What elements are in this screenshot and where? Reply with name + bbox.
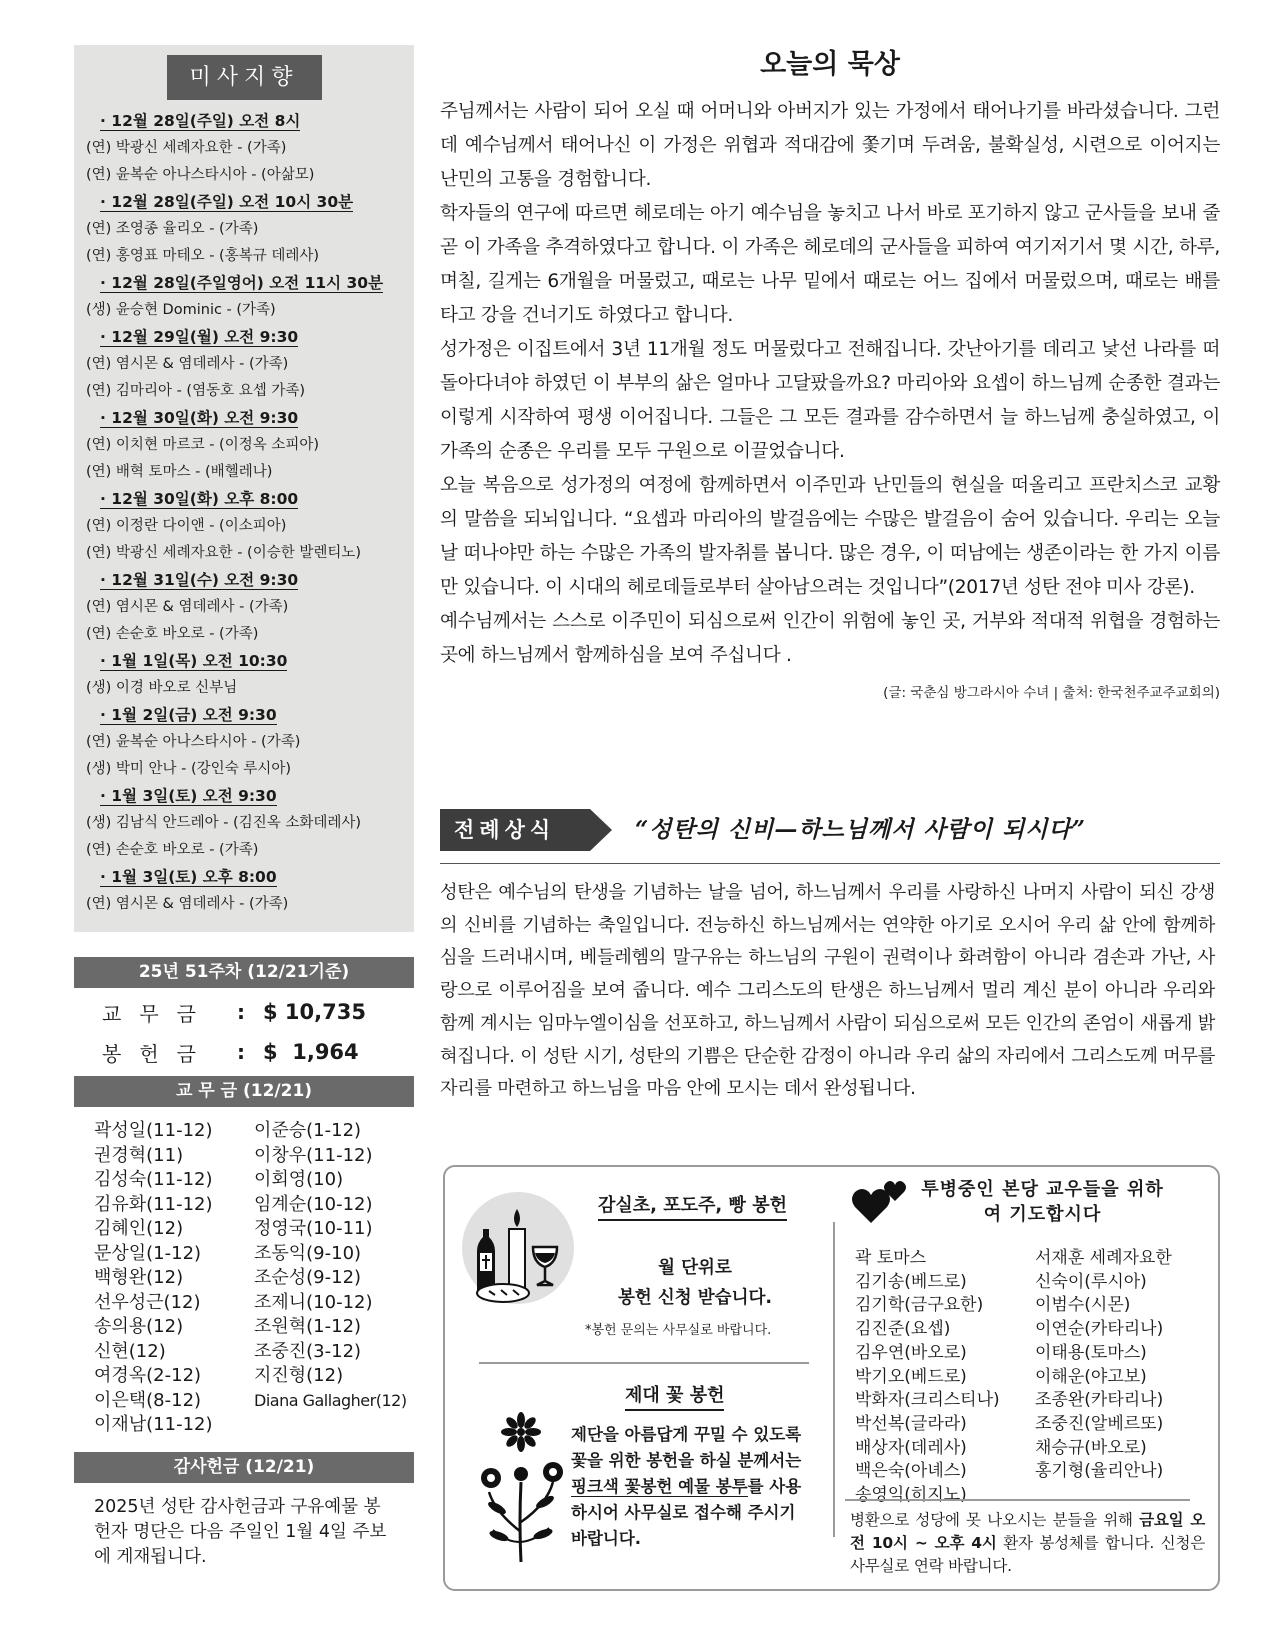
meditation-paragraph: 성가정은 이집트에서 3년 11개월 정도 머물렀다고 전해집니다. 갓난아기를 데리고 낯선 나라를 떠돌아다녀야 하였던 이 부부의 삶은 얼마나 고달팠을까요? 마리아와 요셉이 하느님께 순종한 결과는 이렇게 시작하여 평생 이어집니다. 그들은 그 모든 결과를 감수하면서 늘 하느님께 충실하였고, 이 가족의 순종은 우리를 모두 구원으로 이끌었습니다. xyxy=(440,339,1220,462)
liturgy-header xyxy=(440,809,1215,851)
dues-list-col-1 xyxy=(94,1119,254,1452)
dues-donor: 이준승(1-12) xyxy=(254,1120,362,1141)
mass-date-label: · 12월 28일(주일) 오전 8시 xyxy=(100,112,301,130)
dues-list xyxy=(74,1107,414,1452)
mass-date xyxy=(86,567,402,594)
dues-donor: 여경옥(2-12) xyxy=(94,1365,202,1386)
thanks-header: 감사헌금 (12/21) xyxy=(74,1452,414,1483)
tab-arrow-icon xyxy=(590,809,612,851)
communion-note xyxy=(850,1509,1205,1578)
dues-donor: 김성숙(11-12) xyxy=(94,1169,213,1190)
prayer-name: 박기오(베드로) xyxy=(855,1366,967,1387)
flower-text-part-c: 를 사용하시어 사무실로 접수해 주시기 바랍니다. xyxy=(571,1477,802,1548)
meditation-source: (글: 국춘심 방그라시아 수녀 | 출처: 한국천주교주교회의) xyxy=(883,685,1220,701)
dues-amount: $ 10,735 xyxy=(263,1000,366,1024)
dues-donor: 권경혁(11) xyxy=(94,1144,184,1166)
liturgy-title: “성탄의 신비—하느님께서 사람이 되시다” xyxy=(635,816,1086,843)
mass-intention-name: (연) 박광신 세례자요한 - (이승한 발렌티노) xyxy=(86,545,362,561)
prayer-list-col-1 xyxy=(855,1247,1035,1508)
prayer-name: 조중진(알베르또) xyxy=(1035,1413,1164,1434)
mass-date xyxy=(86,405,402,432)
left-column xyxy=(74,45,414,1570)
mass-intention-name: (연) 이정란 다이앤 - (이소피아) xyxy=(86,518,287,534)
mass-intention-name: (연) 윤복순 아나스타시아 - (가족) xyxy=(86,734,301,750)
offering-box xyxy=(443,1165,1220,1591)
dues-donor: 정영국(10-11) xyxy=(254,1218,373,1239)
offering-colon: : xyxy=(237,1040,245,1064)
dues-donor: 김유화(11-12) xyxy=(94,1193,213,1215)
flower-text-part-a: 제단을 아름답게 꾸밀 수 있도록 꽃을 위한 봉헌을 하실 분께서는 xyxy=(571,1425,802,1470)
meditation-paragraph: 오늘 복음으로 성가정의 여정에 함께하면서 이주민과 난민들의 현실을 떠올리고 프란치스코 교황의 말씀을 되뇌입니다. “요셉과 마리아의 발걸음에는 수많은 발걸음이 숨어 있습니다. 우리는 오늘날 떠나야만 하는 수많은 가족의 발자취를 봅니다. 많은 경우, 이 떠남에는 생존이라는 한 가지 이름만 있습니다. 이 시대의 헤로데들로부터 살아남으려는 것입니다”(2017년 성탄 전야 미사 강론). xyxy=(440,475,1220,598)
mass-intention-name: (연) 염시몬 & 염데레사 - (가족) xyxy=(86,896,289,912)
offering-row xyxy=(102,1032,414,1072)
prayer-name: 백은숙(아녜스) xyxy=(855,1461,967,1482)
candle-wine-bread-icon xyxy=(459,1189,577,1307)
dues-donor: 지진형(12) xyxy=(254,1365,344,1386)
mass-date xyxy=(86,324,402,351)
prayer-name: 이범수(시몬) xyxy=(1035,1295,1131,1316)
candle-offering-line1: 월 단위로 xyxy=(658,1258,732,1278)
candle-offering-line2: 봉헌 신청 받습니다. xyxy=(617,1288,773,1308)
hearts-icon xyxy=(851,1177,911,1225)
mass-intention-name: (연) 배혁 토마스 - (배헬레나) xyxy=(86,464,273,480)
prayer-name: 박화자(크리스티나) xyxy=(855,1390,1000,1411)
dues-donor: 조원혁(1-12) xyxy=(254,1316,362,1337)
dues-donor: 조제니(10-12) xyxy=(254,1291,373,1313)
mass-intention-name: (연) 홍영표 마테오 - (홍복규 데레사) xyxy=(86,248,319,264)
dues-donor: 신현(12) xyxy=(94,1340,166,1362)
mass-intention-name: (생) 이경 바오로 신부님 xyxy=(86,680,238,696)
prayer-name: 채승규(바오로) xyxy=(1035,1437,1147,1458)
mass-intention-name: (연) 윤복순 아나스타시아 - (아삶모) xyxy=(86,167,315,183)
divider xyxy=(440,863,1220,864)
liturgy-tab: 전례상식 xyxy=(440,809,590,851)
offering-label: 봉헌금 xyxy=(102,1041,214,1066)
dues-donor: 임계순(10-12) xyxy=(254,1193,373,1215)
flower-offering-text xyxy=(571,1422,806,1552)
mass-date xyxy=(86,189,402,216)
mass-date-label: · 1월 3일(토) 오후 8:00 xyxy=(100,868,277,886)
dues-donor: 송의용(12) xyxy=(94,1316,184,1337)
thanks-text: 2025년 성탄 감사헌금과 구유예물 봉헌자 명단은 다음 주일인 1월 4일 주보에 게재됩니다. xyxy=(94,1497,387,1567)
divider xyxy=(845,1499,1190,1501)
mass-intention-name: (연) 염시몬 & 염데레사 - (가족) xyxy=(86,599,289,615)
mass-date xyxy=(86,864,402,891)
dues-label: 교무금 xyxy=(102,1001,214,1026)
mass-date xyxy=(86,702,402,729)
mass-date-label: · 12월 29일(월) 오전 9:30 xyxy=(100,328,299,346)
mass-intention-name: (생) 김남식 안드레아 - (김진옥 소화데레사) xyxy=(86,815,362,831)
mass-intention-name: (생) 윤승현 Dominic - (가족) xyxy=(86,302,276,318)
mass-date xyxy=(86,783,402,810)
dues-donor: 백형완(12) xyxy=(94,1267,184,1288)
dues-donor: 선우성근(12) xyxy=(94,1291,201,1313)
mass-intention-name: (연) 손순호 바오로 - (가족) xyxy=(86,842,259,858)
prayer-name: 서재훈 세례자요한 xyxy=(1035,1248,1172,1268)
mass-intentions-title: 미사지향 xyxy=(167,55,322,100)
mass-date xyxy=(86,648,402,675)
weekly-finance xyxy=(74,988,414,1076)
dues-list-col-2 xyxy=(254,1119,414,1452)
communion-note-c: 환자 봉성체를 합니다. 신청은 사무실로 연락 바랍니다. xyxy=(850,1534,1205,1575)
mass-intentions-panel xyxy=(74,45,414,932)
prayer-name: 배상자(데레사) xyxy=(855,1437,967,1458)
prayer-name: 김우연(바오로) xyxy=(855,1342,967,1363)
mass-intention-name: (연) 조영종 율리오 - (가족) xyxy=(86,221,259,237)
dues-donor: 조순성(9-12) xyxy=(254,1267,362,1288)
mass-date xyxy=(86,108,402,135)
prayer-name: 곽 토마스 xyxy=(855,1248,927,1268)
prayer-name: 김진준(요셉) xyxy=(855,1319,951,1340)
dues-donor: 이창우(11-12) xyxy=(254,1144,373,1166)
divider xyxy=(479,1362,809,1364)
meditation-title: 오늘의 묵상 xyxy=(760,49,900,80)
dues-donor: 김혜인(12) xyxy=(94,1218,184,1239)
dues-donor: 조중진(3-12) xyxy=(254,1340,362,1362)
mass-intention-name: (연) 박광신 세례자요한 - (가족) xyxy=(86,140,287,156)
mass-intention-name: (연) 이치현 마르코 - (이정옥 소피아) xyxy=(86,437,319,453)
prayer-list-col-2 xyxy=(1035,1247,1215,1508)
mass-date-label: · 12월 31일(수) 오전 9:30 xyxy=(100,571,299,589)
mass-date-label: · 1월 3일(토) 오전 9:30 xyxy=(100,787,277,805)
mass-intentions-list xyxy=(86,108,402,918)
mass-date-label: · 12월 30일(화) 오후 8:00 xyxy=(100,490,299,508)
mass-date xyxy=(86,270,402,297)
dues-donor: 이재남(11-12) xyxy=(94,1414,213,1435)
meditation-paragraph: 학자들의 연구에 따르면 헤로데는 아기 예수님을 놓치고 나서 바로 포기하지 않고 군사들을 보내 줄곧 이 가족을 추격하였다고 합니다. 이 가족은 헤로데의 군사들을 피하여 여기저기서 몇 시간, 하루, 며칠, 길게는 6개월을 머물렀고, 때로는 나무 밑에서 때로는 어느 집에서 머물렀으며, 때로는 배를 타고 강을 건너기도 하였다고 합니다. xyxy=(440,203,1220,326)
offering-amount: $ 1,964 xyxy=(263,1040,359,1064)
mass-date xyxy=(86,486,402,513)
mass-date-label: · 12월 28일(주일) 오전 10시 30분 xyxy=(100,193,354,211)
prayer-name: 이태용(토마스) xyxy=(1035,1342,1147,1363)
mass-intention-name: (생) 박미 안나 - (강인숙 루시아) xyxy=(86,761,291,777)
mass-date-label: · 1월 1일(목) 오전 10:30 xyxy=(100,652,288,670)
flower-offering-title: 제대 꽃 봉헌 xyxy=(625,1381,724,1411)
flower-icon xyxy=(475,1412,567,1562)
prayer-name: 신숙이(루시아) xyxy=(1035,1271,1147,1292)
divider xyxy=(833,1222,835,1537)
prayer-name: 이연순(카타리나) xyxy=(1035,1319,1164,1340)
communion-note-time: 금요일 오전 10시 ~ 오후 4시 xyxy=(850,1511,1205,1552)
mass-date-label: · 12월 28일(주일영어) 오전 11시 30분 xyxy=(100,274,384,292)
prayer-title: 투병중인 본당 교우들을 위하여 기도합시다 xyxy=(921,1179,1164,1225)
mass-date-label: · 1월 2일(금) 오전 9:30 xyxy=(100,706,277,724)
dues-donor: 문상일(1-12) xyxy=(94,1242,202,1264)
prayer-name: 이해운(야고보) xyxy=(1035,1366,1147,1387)
dues-donor: 이회영(10) xyxy=(254,1169,344,1190)
prayer-list xyxy=(855,1247,1215,1508)
prayer-name: 박선복(글라라) xyxy=(855,1413,967,1434)
meditation-paragraph: 예수님께서는 스스로 이주민이 되심으로써 인간이 위험에 놓인 곳, 거부와 적대적 위협을 경험하는 곳에 하느님께서 함께하심을 보여 주십니다 . xyxy=(440,611,1220,666)
right-column xyxy=(440,45,1220,1100)
dues-donor: 이은택(8-12) xyxy=(94,1389,202,1411)
mass-intention-name: (연) 염시몬 & 염데레사 - (가족) xyxy=(86,356,289,372)
prayer-name: 송영익(히지노) xyxy=(855,1485,967,1506)
dues-list-header: 교 무 금 (12/21) xyxy=(74,1076,414,1107)
dues-donor: Diana Gallagher(12) xyxy=(254,1390,407,1410)
candle-offering-note: *봉헌 문의는 사무실로 바랍니다. xyxy=(585,1323,772,1338)
meditation-paragraph: 주님께서는 사람이 되어 오실 때 어머니와 아버지가 있는 가정에서 태어나기를 바라셨습니다. 그런데 예수님께서 태어나신 이 가정은 위협과 적대감에 쫓기며 두려움, 불확실성, 시련으로 이어지는 난민의 고통을 경험합니다. xyxy=(440,101,1220,190)
weekly-header: 25년 51주차 (12/21기준) xyxy=(74,957,414,988)
mass-intention-name: (연) 손순호 바오로 - (가족) xyxy=(86,626,259,642)
mass-date-label: · 12월 30일(화) 오전 9:30 xyxy=(100,409,299,427)
dues-donor: 곽성일(11-12) xyxy=(94,1120,213,1141)
prayer-name: 홍기형(율리안나) xyxy=(1035,1461,1164,1482)
prayer-name: 조종완(카타리나) xyxy=(1035,1390,1164,1411)
prayer-name: 김기학(금구요한) xyxy=(855,1295,984,1316)
meditation-body xyxy=(440,95,1220,673)
prayer-name: 김기송(베드로) xyxy=(855,1271,967,1292)
communion-note-a: 병환으로 성당에 못 나오시는 분들을 위해 xyxy=(850,1511,1140,1529)
dues-colon: : xyxy=(237,1000,245,1024)
offering-left xyxy=(445,1167,825,1589)
dues-donor: 조동익(9-10) xyxy=(254,1242,362,1264)
liturgy-body: 성탄은 예수님의 탄생을 기념하는 날을 넘어, 하느님께서 우리를 사랑하신 나머지 사람이 되신 강생의 신비를 기념하는 축일입니다. 전능하신 하느님께서는 연약한 아기로 오시어 우리 삶 안에 함께하심을 드러내시며, 베들레헴의 말구유는 하느님의 구원이 권력이나 화려함이 아니라 겸손과 가난, 사랑으로 이루어짐을 보여 줍니다. 예수 그리스도의 탄생은 하느님께서 멀리 계신 분이 아니라 우리와 함께 계시는 임마누엘이심을 선포하고, 하느님께서 사람이 되심으로써 모든 인간의 존엄이 새롭게 밝혀집니다. 이 성탄 시기, 성탄의 기쁨은 단순한 감정이 아니라 우리 삶의 자리에서 그리스도께 머무를 자리를 마련하고 하느님을 마음 안에 모시는 데서 완성됩니다. xyxy=(440,882,1215,1100)
mass-intention-name: (연) 김마리아 - (염동호 요셉 가족) xyxy=(86,383,305,399)
dues-row xyxy=(102,992,414,1032)
candle-offering-title: 감실초, 포도주, 빵 봉헌 xyxy=(598,1191,787,1221)
flower-text-envelope: 핑크색 꽃봉헌 예물 봉투 xyxy=(571,1477,748,1496)
